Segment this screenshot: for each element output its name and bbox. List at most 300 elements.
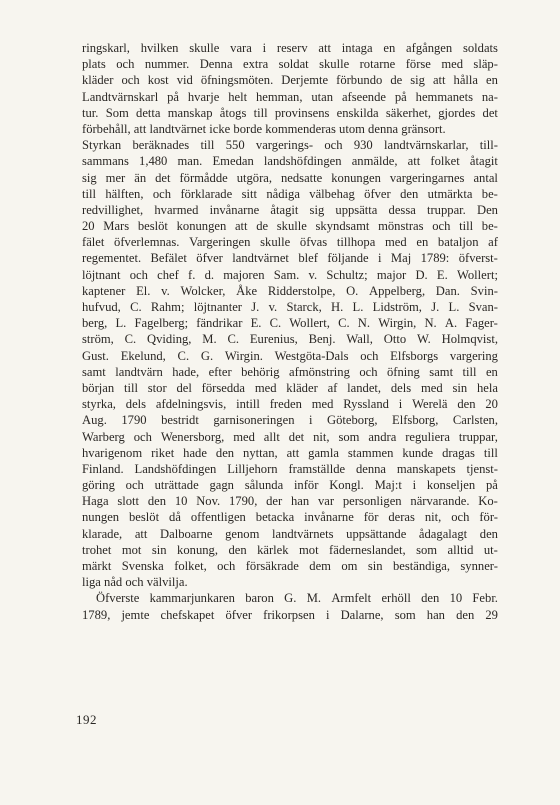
- word: landtvärnets: [271, 526, 334, 541]
- text-line: [82, 234, 498, 250]
- word: med: [385, 235, 407, 250]
- word: Ryssland: [343, 397, 389, 412]
- word: afgången: [406, 41, 453, 55]
- word: d.: [204, 267, 215, 282]
- word: v.: [268, 300, 278, 314]
- word: der: [266, 494, 283, 509]
- word: 20: [485, 397, 498, 412]
- word: C.: [130, 300, 142, 314]
- word: Elfsborgs: [390, 348, 439, 363]
- word: mot: [299, 542, 319, 557]
- word: Haga: [82, 494, 109, 509]
- word: antal: [473, 170, 498, 185]
- word: samt: [82, 364, 106, 379]
- word: förklarade: [180, 186, 233, 201]
- word: var: [317, 494, 335, 509]
- word: med: [441, 57, 463, 72]
- word: Armfelt: [331, 591, 372, 606]
- word: v.: [161, 283, 170, 298]
- word: klarade,: [82, 526, 123, 541]
- word: den: [421, 591, 440, 606]
- word: Åke: [236, 283, 258, 298]
- word: Wollert;: [456, 267, 498, 282]
- word: Gust.: [82, 348, 109, 363]
- word: uppsättande: [346, 526, 407, 541]
- word: öfver: [364, 186, 391, 201]
- word: att: [134, 526, 148, 541]
- word: hvarje: [187, 89, 220, 104]
- word: den: [479, 526, 498, 541]
- word: dels: [390, 380, 412, 395]
- word: vargerings-: [255, 138, 314, 153]
- word: El.: [136, 283, 151, 298]
- word: Befälet: [150, 251, 187, 266]
- word: att: [318, 41, 332, 55]
- word: som: [338, 429, 360, 444]
- word: chefskapet: [160, 607, 215, 622]
- word: af: [327, 380, 338, 395]
- word: Appelberg,: [369, 283, 426, 298]
- word: Som: [105, 105, 129, 120]
- word: fändrikar: [196, 316, 243, 331]
- word: riket: [151, 445, 175, 460]
- word: A.: [444, 316, 458, 331]
- word: E.: [436, 267, 448, 282]
- word: och: [217, 559, 236, 573]
- text-line: [82, 186, 498, 202]
- word: C.: [124, 332, 137, 347]
- word: göring: [82, 478, 115, 493]
- word: afseende: [341, 89, 386, 104]
- word: allt: [263, 429, 280, 444]
- word: nyttan,: [243, 445, 278, 460]
- word: E.: [250, 316, 262, 331]
- text-line: [82, 89, 498, 105]
- word: sitt: [241, 186, 257, 201]
- text-line: [82, 477, 498, 493]
- word: hälften,: [105, 186, 144, 201]
- word: jemte: [121, 607, 150, 622]
- word: invånarne: [209, 202, 260, 217]
- word: Svin-: [470, 283, 498, 298]
- word: C.: [177, 348, 190, 363]
- word: sin: [452, 380, 468, 395]
- word: deras: [388, 510, 415, 525]
- word: genom: [225, 526, 260, 541]
- word: reguliera: [405, 429, 450, 444]
- word: ådagalagt: [418, 526, 468, 541]
- text-line: förbehåll, att landtvärnet icke borde kommenderas utom denna gränsort.: [82, 121, 446, 136]
- word: och: [324, 138, 343, 153]
- word: 1790,: [229, 494, 258, 509]
- word: regementet.: [82, 251, 142, 266]
- word: åtagit: [469, 154, 498, 169]
- word: kärlek: [257, 542, 289, 557]
- text-line: [82, 607, 498, 623]
- word: nit,: [313, 429, 330, 444]
- text-line: [82, 283, 498, 299]
- word: och: [133, 429, 152, 444]
- word: och: [360, 348, 379, 363]
- word: erhöll: [381, 591, 411, 606]
- word: Fagelberg;: [134, 316, 189, 331]
- word: nedsatte: [280, 170, 323, 185]
- word: Lidström,: [372, 300, 422, 314]
- word: C.: [338, 316, 350, 331]
- word: Wenersborg,: [160, 429, 225, 444]
- text-line: [82, 105, 498, 121]
- word: landtvärnet: [232, 251, 289, 266]
- text-line: [82, 331, 498, 347]
- word: Starck,: [286, 300, 322, 314]
- word: Wirgin.: [224, 348, 263, 363]
- word: löjtnanter: [193, 300, 242, 314]
- word: beslöt: [129, 510, 160, 525]
- word: Wirgin,: [378, 316, 417, 331]
- word: Sam.: [273, 267, 300, 282]
- word: extra: [242, 57, 269, 72]
- word: soldat: [278, 57, 309, 72]
- word: afdelningsvis,: [155, 397, 227, 412]
- word: och: [121, 73, 140, 88]
- word: öfver: [196, 251, 223, 266]
- word: 1789:: [420, 251, 450, 266]
- word: Qviding,: [147, 332, 192, 347]
- word: Emedan: [212, 154, 254, 169]
- word: hade,: [172, 364, 200, 379]
- word: för: [363, 510, 379, 525]
- word: skulle: [276, 219, 307, 234]
- word: skulle: [260, 235, 291, 250]
- word: om: [341, 559, 358, 573]
- word: de: [256, 219, 269, 234]
- word: säkerhet,: [385, 105, 431, 120]
- word: Febr.: [472, 591, 498, 606]
- word: konungen: [331, 170, 381, 185]
- word: framställde: [288, 461, 346, 476]
- word: J.: [251, 300, 260, 314]
- word: H.: [331, 300, 344, 314]
- word: detta: [136, 105, 161, 120]
- word: den: [228, 542, 247, 557]
- word: kammarjunkaren: [149, 591, 235, 606]
- body-text: [82, 40, 498, 623]
- word: Öfverste: [96, 591, 140, 606]
- word: försäkrade: [245, 559, 299, 573]
- text-line: [82, 153, 498, 169]
- word: i: [309, 413, 313, 428]
- word: till: [483, 445, 498, 460]
- word: och: [152, 186, 172, 201]
- text-line: [82, 412, 498, 428]
- word: Kongl.: [329, 478, 364, 493]
- word: förbundo: [336, 73, 383, 88]
- word: invånarne: [304, 510, 354, 525]
- word: chef: [157, 267, 179, 282]
- word: och: [116, 57, 135, 72]
- word: hemmanets: [415, 89, 473, 104]
- word: landet,: [347, 380, 382, 395]
- word: gjordes: [438, 105, 476, 120]
- word: garnisoneringen: [213, 413, 295, 428]
- word: M.: [306, 591, 322, 606]
- word: dem: [309, 559, 331, 573]
- word: efter: [208, 364, 232, 379]
- word: till: [200, 138, 215, 153]
- word: v.: [308, 267, 318, 282]
- word: 550: [225, 138, 245, 153]
- word: på: [394, 89, 407, 104]
- word: med: [420, 380, 443, 395]
- word: 10: [449, 591, 463, 606]
- word: öfver: [225, 607, 253, 622]
- word: 1789,: [82, 607, 111, 622]
- word: samt: [429, 364, 454, 379]
- word: berg,: [82, 316, 108, 331]
- text-line: [82, 267, 498, 283]
- word: mer: [105, 170, 126, 185]
- word: Svan-: [468, 300, 498, 314]
- word: be-: [481, 219, 498, 234]
- word: en: [485, 364, 498, 379]
- word: Göteborg,: [327, 413, 378, 428]
- word: alltid: [447, 542, 474, 557]
- word: hufvud,: [82, 300, 121, 314]
- word: redvillighet,: [82, 202, 144, 217]
- word: sin: [367, 559, 383, 573]
- word: baron: [245, 591, 274, 606]
- word: del: [176, 380, 192, 395]
- word: Lilljehorn: [227, 461, 278, 476]
- word: kläder: [286, 380, 318, 395]
- word: landtvärnskarlar,: [384, 138, 469, 153]
- word: Schultz;: [326, 267, 368, 282]
- word: åtagit: [270, 202, 299, 217]
- text-line: liga nåd och välvilja.: [82, 575, 188, 590]
- word: Finland.: [82, 461, 124, 476]
- word: G.: [200, 348, 214, 363]
- text-line: [82, 396, 498, 412]
- word: 1,480: [139, 154, 168, 169]
- word: Nov.: [196, 494, 221, 509]
- word: Ko-: [478, 494, 498, 509]
- word: kläder: [82, 73, 114, 88]
- word: Fager-: [465, 316, 498, 331]
- word: utmärkta: [427, 186, 473, 201]
- word: Dalarne,: [340, 607, 384, 622]
- word: N.: [357, 316, 371, 331]
- word: offentligen: [190, 510, 246, 525]
- word: Dalboarne: [160, 526, 213, 541]
- word: anmälde,: [351, 154, 398, 169]
- text-line: [82, 315, 498, 331]
- word: bestridt: [161, 413, 199, 428]
- word: manskapets: [396, 461, 456, 476]
- word: följande: [327, 251, 369, 266]
- word: sålunda: [244, 478, 284, 493]
- word: J.: [431, 300, 440, 314]
- word: hvarigenom: [82, 445, 143, 460]
- word: blef: [298, 251, 318, 266]
- word: till: [253, 105, 268, 120]
- word: vid: [176, 73, 193, 88]
- word: 29: [485, 607, 498, 622]
- word: bataljon: [437, 235, 479, 250]
- word: hvarmed: [154, 202, 199, 217]
- word: L.: [352, 300, 364, 314]
- word: utgöra,: [236, 170, 273, 185]
- word: att: [286, 445, 300, 460]
- word: enskilda: [336, 105, 379, 120]
- word: fäderneslandet,: [329, 542, 406, 557]
- word: beslöt: [137, 219, 168, 234]
- word: truppar.: [426, 202, 466, 217]
- word: Svenska: [121, 559, 164, 573]
- word: för-: [479, 510, 498, 525]
- word: Westgöta-Dals: [274, 348, 349, 363]
- text-line: [82, 299, 498, 315]
- word: släp-: [473, 57, 498, 72]
- word: mot: [121, 542, 142, 557]
- word: majoren: [223, 267, 265, 282]
- word: betacka: [255, 510, 295, 525]
- text-line: [82, 137, 498, 153]
- word: 930: [353, 138, 373, 153]
- word: en: [383, 41, 396, 55]
- word: märkt: [82, 559, 112, 573]
- word: C.: [227, 332, 240, 347]
- word: sig: [82, 170, 97, 185]
- word: reserv: [276, 41, 308, 55]
- word: Wolcker,: [180, 283, 226, 298]
- word: stammen: [347, 445, 394, 460]
- word: Landshöfdingen: [134, 461, 217, 476]
- text-line: [82, 56, 498, 72]
- word: välbehag: [309, 186, 355, 201]
- text-line: [82, 445, 498, 461]
- word: hela: [476, 380, 498, 395]
- text-line: [82, 218, 498, 234]
- word: hade: [183, 445, 207, 460]
- text-line: [82, 493, 498, 509]
- word: sin: [151, 542, 167, 557]
- word: med: [254, 380, 277, 395]
- text-line: [82, 170, 498, 186]
- word: sammans: [82, 154, 129, 169]
- word: han: [291, 494, 310, 509]
- word: tjenst-: [466, 461, 498, 476]
- word: då: [169, 510, 181, 525]
- word: kost: [147, 73, 169, 88]
- word: Werelä: [412, 397, 448, 412]
- word: Benj.: [308, 332, 336, 347]
- word: nungen: [82, 510, 120, 525]
- word: hålla: [453, 73, 479, 88]
- text-line: [82, 40, 498, 56]
- word: att: [234, 219, 248, 234]
- word: Rahm;: [150, 300, 185, 314]
- word: beräknades: [132, 138, 190, 153]
- word: som: [416, 542, 438, 557]
- word: af: [488, 235, 498, 250]
- word: Dan.: [435, 283, 460, 298]
- word: öfning: [386, 364, 420, 379]
- word: provinsens: [274, 105, 330, 120]
- word: man.: [177, 154, 203, 169]
- word: beständiga,: [392, 559, 450, 573]
- word: den: [456, 607, 475, 622]
- word: vara: [230, 41, 252, 55]
- word: kunde: [402, 445, 434, 460]
- word: gagn: [209, 478, 234, 493]
- word: Den: [476, 202, 498, 217]
- word: manskap: [167, 105, 213, 120]
- word: närvarande.: [410, 494, 470, 509]
- word: han: [426, 607, 445, 622]
- word: den: [457, 397, 476, 412]
- word: sig: [309, 202, 325, 217]
- text-line: [82, 202, 498, 218]
- word: freden: [269, 397, 302, 412]
- word: folket,: [174, 559, 207, 573]
- word: med: [233, 429, 255, 444]
- word: till-: [479, 138, 498, 153]
- word: Maj: [390, 251, 412, 266]
- word: vargering: [449, 348, 498, 363]
- word: och: [359, 364, 378, 379]
- word: fälet: [82, 235, 105, 250]
- word: sig: [410, 73, 425, 88]
- word: styrka,: [82, 397, 116, 412]
- text-line: [82, 461, 498, 477]
- word: Aug.: [82, 413, 107, 428]
- word: och: [129, 267, 148, 282]
- word: vargeringarnes: [389, 170, 465, 185]
- word: det: [482, 105, 498, 120]
- word: frikorpsen: [263, 607, 315, 622]
- word: trohet: [82, 542, 112, 557]
- word: i: [412, 478, 417, 493]
- word: Carlsten,: [452, 413, 498, 428]
- word: Wall,: [346, 332, 373, 347]
- word: som: [394, 607, 416, 622]
- word: be-: [481, 186, 498, 201]
- word: folket: [430, 154, 460, 169]
- word: O.: [346, 283, 359, 298]
- text-line: [82, 558, 498, 574]
- text-line: [82, 72, 498, 88]
- word: helt: [228, 89, 248, 104]
- word: konseljen: [426, 478, 476, 493]
- word: dels: [125, 397, 147, 412]
- word: truppar,: [458, 429, 498, 444]
- word: nummer.: [144, 57, 190, 72]
- word: mönstras: [378, 219, 424, 234]
- word: början: [82, 380, 115, 395]
- word: Vargeringen: [189, 235, 251, 250]
- text-line: [82, 348, 498, 364]
- word: till: [462, 364, 477, 379]
- word: landtvärn: [115, 364, 163, 379]
- text-line: [82, 429, 498, 445]
- word: rotarne: [359, 57, 396, 72]
- word: ström,: [82, 332, 114, 347]
- word: i: [325, 607, 330, 622]
- word: till: [123, 380, 138, 395]
- word: uppsätta: [335, 202, 378, 217]
- word: öfverst-: [458, 251, 498, 266]
- word: behörig: [241, 364, 280, 379]
